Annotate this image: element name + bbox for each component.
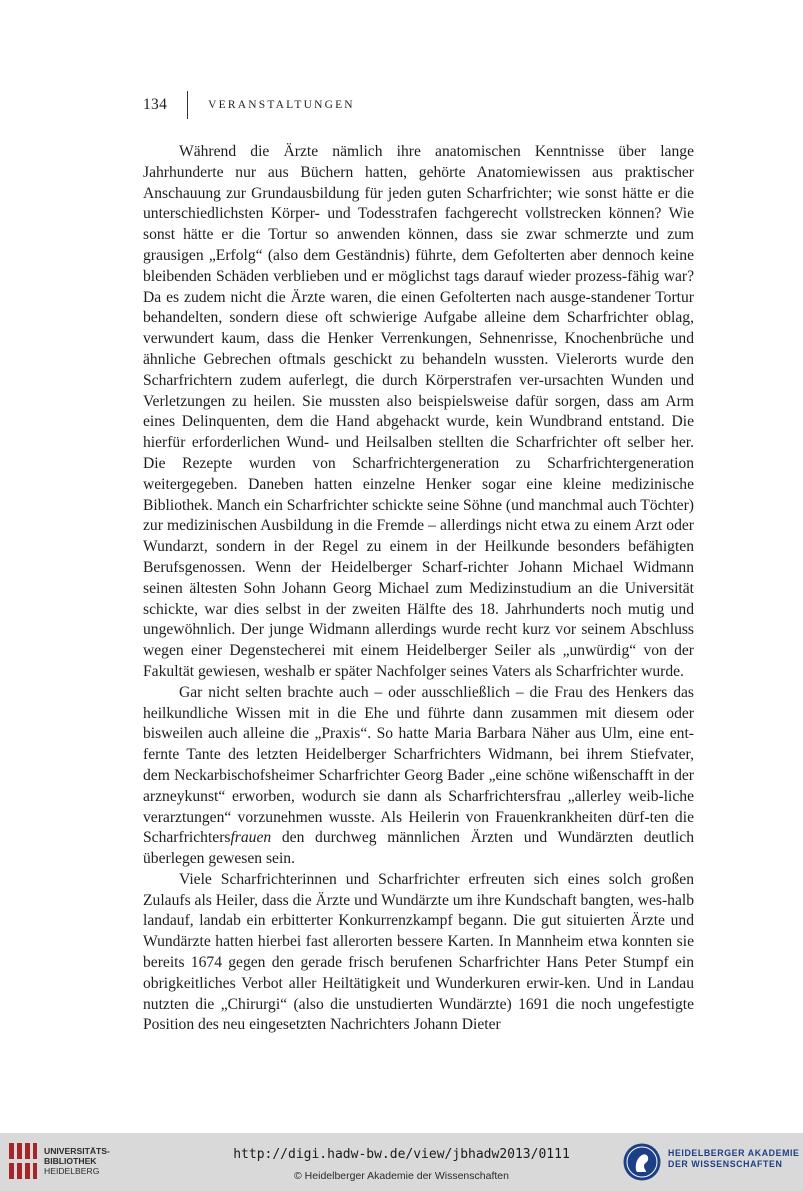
ub-name-line-2: BIBLIOTHEK	[44, 1156, 97, 1166]
italic-emphasis: frauen	[230, 829, 272, 847]
paragraph-text: Viele Scharfrichterinnen und Scharfrichter erfreuten sich eines solch großen Zulaufs als Heiler, dass die Ärzte und Wundärzte um ihre Kundschaft bangten, wes-halb landauf, landab ein erbitterter Konkurrenzkampf begann. Die gut situierten Ärzte und Wundärzte hatten hierbei fast allerorten bessere Karten. In Mannheim etwa konnten sie bereits 1674 gegen den gerade frisch berufenen Scharfrichter Hans Peter Stumpf ein obrigkeitliches Verbot aller Heiltätigkeit und Wunderkuren erwir-ken. Und in Landau nutzten die „Chirurgi“ (also die unstudierten Wundärzte) 1691 die noch ungefestigte Position des neu eingesetzten Nachrichters Johann Dieter	[143, 870, 694, 1034]
permalink-url[interactable]: http://digi.hadw-bw.de/view/jbhadw2013/0111	[233, 1147, 570, 1162]
paragraph-1	[143, 142, 694, 683]
paragraph-text: den durchweg männlichen Ärzten und Wundärzten deutlich überlegen gewesen sein.	[143, 829, 694, 868]
paragraph-3	[143, 870, 694, 1036]
paragraph-text: Während die Ärzte nämlich ihre anatomischen Kenntnisse über lange Jahrhunderte nur aus Büchern hatten, gehörte Anatomiewissen aus praktischer Anschauung zur Grundausbildung für jeden guten Scharfrichter; wie sonst hätte er die unterschiedlichsten Körper- und Todesstrafen fachgerecht vollstrecken können? Wie sonst hätte er die Tortur so anwenden können, dass sie zwar schmerzte und zum grausigen „Erfolg“ (also dem Geständnis) führte, dem Gefolterten aber dennoch keine bleibenden Schäden verblieben und er möglichst tags darauf wieder prozess-fähig war? Da es zudem nicht die Ärzte waren, die einen Gefolterten nach ausge-standener Tortur behandelten, sondern diese oft schwierige Aufgabe alleine dem Scharfrichter oblag, verwundert kaum, dass die Henker Verrenkungen, Sehnenrisse, Knochenbrüche und ähnliche Gebrechen oftmals geschickt zu behandeln wussten. Vielerorts wurde den Scharfrichtern zudem auferlegt, die durch Körperstrafen ver-ursachten Wunden und Verletzungen zu heilen. Sie mussten also beispielsweise dafür sorgen, dass am Arm eines Delinquenten, dem die Hand abgehackt wurde, kein Wundbrand entstand. Die hierfür erforderlichen Wund- und Heilsalben stellten die Scharfrichter oft selber her. Die Rezepte wurden von Scharfrichtergeneration zu Scharfrichtergeneration weitergegeben. Daneben hatten einzelne Henker sogar eine kleine medizinische Bibliothek. Manch ein Scharfrichter schickte seine Söhne (und manchmal auch Töchter) zur medizinischen Ausbildung in die Fremde – allerdings nicht etwa zu einem Arzt oder Wundarzt, sondern in der Regel zu einem in der Heilkunde besonders befähigten Berufsgenossen. Wenn der Heidelberger Scharf-richter Johann Michael Widmann seinen ältesten Sohn Johann Georg Michael zum Medizinstudium an die Universität schickte, war dies selbst in der zweiten Hälfte des 18. Jahrhunderts noch mutig und ungewöhnlich. Der junge Widmann allerdings wurde recht kurz vor seinem Abschluss wegen einer Degenstecherei mit einem Heidelberger Seiler als „unwürdig“ von der Fakultät gewiesen, weshalb er später Nachfolger seines Vaters als Scharfrichter wurde.	[143, 143, 694, 680]
ub-name-line-3: HEIDELBERG	[44, 1166, 100, 1176]
academy-name	[668, 1148, 800, 1170]
paragraph-text: Gar nicht selten brachte auch – oder ausschließlich – die Frau des Henkers das heilkundliche Wissen mit in die Ehe und führte dann zusammen mit diesem oder bisweilen auch alleine die „Praxis“. So hatte Maria Barbara Näher aus Ulm, eine ent-fernte Tante des letzten Heidelberger Scharfrichters Widmann, bei ihrem Stiefvater, dem Neckarbischofsheimer Scharfrichter Georg Bader „eine schöne wißenschafft in der arzneykunst“ erworben, wodurch sie dann als Scharfrichtersfrau „allerley weib-liche verarztungen“ vorzunehmen wusste. Als Heilerin von Frauenkrankheiten dürf-ten die Scharfrichters	[143, 683, 694, 847]
academy-name-line-2: DER WISSENSCHAFTEN	[668, 1159, 783, 1169]
body-text	[143, 142, 694, 1036]
page-number: 134	[143, 96, 168, 113]
paragraph-2	[143, 683, 694, 870]
page-header	[143, 90, 355, 120]
ub-name-line-1: UNIVERSITÄTS-	[44, 1146, 110, 1156]
academy-seal-icon[interactable]	[622, 1142, 662, 1182]
footer-bar	[0, 1133, 803, 1191]
copyright-notice: © Heidelberger Akademie der Wissenschaften	[294, 1170, 509, 1182]
running-head: VERANSTALTUNGEN	[208, 99, 355, 111]
header-divider	[187, 91, 188, 119]
academy-name-line-1: HEIDELBERGER AKADEMIE	[668, 1148, 800, 1158]
